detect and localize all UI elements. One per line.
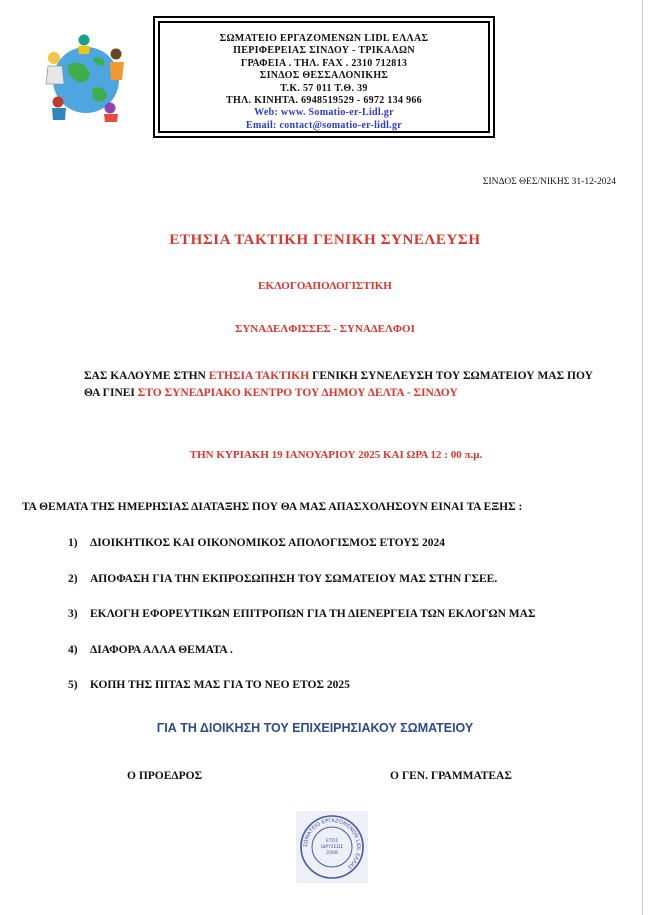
agenda-item: [68, 644, 535, 680]
meeting-datetime: ΤΗΝ ΚΥΡΙΑΚΗ 19 ΙΑΝΟΥΑΡΙΟΥ 2025 ΚΑΙ ΩΡΑ 12 : 00 π.μ.: [189, 449, 483, 461]
invitation-highlight-2: ΣΤΟ ΣΥΝΕΔΡΙΑΚΟ ΚΕΝΤΡΟ ΤΟΥ ΔΗΜΟΥ ΔΕΛΤΑ - ΣΙΝΔΟΥ: [137, 387, 458, 399]
header-box: [153, 16, 495, 138]
stamp-ring-text: ΣΩΜΑΤΕΙΟ ΕΡΓΑΖΟΜΕΝΩΝ LIDL ΕΛΛΑΣ: [302, 817, 362, 871]
agenda-item-number: 1): [68, 537, 78, 549]
office-phone-fax: ΓΡΑΦΕΙΑ . ΤΗΛ. FAX . 2310 712813: [240, 57, 408, 69]
union-region: ΠΕΡΙΦΕΡΕΙΑΣ ΣΙΝΔΟΥ - ΤΡΙΚΑΛΩΝ: [233, 45, 415, 57]
agenda-item-text: ΔΙΟΙΚΗΤΙΚΟΣ ΚΑΙ ΟΙΚΟΝΟΜΙΚΟΣ ΑΠΟΛΟΓΙΣΜΟΣ ΕΤΟΥΣ 2024: [90, 537, 445, 549]
website-link[interactable]: Web: www. Somatio-er-Lidl.gr: [254, 107, 394, 119]
greeting: ΣΥΝΑΔΕΛΦΙΣΣΕΣ - ΣΥΝΑΔΕΛΦΟΙ: [235, 323, 415, 335]
agenda-item-text: ΕΚΛΟΓΗ ΕΦΟΡΕΥΤΙΚΩΝ ΕΠΙΤΡΟΠΩΝ ΓΙΑ ΤΗ ΔΙΕΝΕΡΓΕΙΑ ΤΩΝ ΕΚΛΟΓΩΝ ΜΑΣ: [90, 608, 536, 620]
email-link[interactable]: Email: contact@somatio-er-lidl.gr: [245, 119, 403, 131]
agenda-item-number: 2): [68, 572, 78, 585]
board-signoff: ΓΙΑ ΤΗ ΔΙΟΙΚΗΣΗ ΤΟΥ ΕΠΙΧΕΙΡΗΣΙΑΚΟΥ ΣΩΜΑΤΕΙΟΥ: [156, 721, 474, 735]
stamp-center-line-2: ΙΔΡΥΣΕΩΣ: [320, 845, 344, 850]
city-line: ΣΙΝΔΟΣ ΘΕΣΣΑΛΟΝΙΚΗΣ: [259, 70, 389, 82]
agenda-item-number: 3): [68, 608, 78, 620]
agenda-item: [68, 537, 535, 573]
date-line: ΣΙΝΔΟΣ ΘΕΣ/ΝΙΚΗΣ 31-12-2024: [482, 177, 616, 187]
union-contact-block: [158, 21, 490, 133]
globe-children-logo: [38, 30, 130, 122]
invitation-text-2: ΓΕΝΙΚΗ ΣΥΝΕΛΕΥΣΗ ΤΟΥ ΣΩΜΑΤΕΙΟΥ ΜΑΣ ΠΟΥ ΘΑ ΓΙΝΕΙ: [84, 370, 593, 399]
invitation-paragraph: [84, 368, 594, 402]
agenda-item-text: ΑΠΟΦΑΣΗ ΓΙΑ ΤΗΝ ΕΚΠΡΟΣΩΠΗΣΗ ΤΟΥ ΣΩΜΑΤΕΙΟΥ ΜΑΣ ΣΤΗΝ ΓΣΕΕ.: [90, 572, 498, 585]
document-title: ΕΤΗΣΙΑ ΤΑΚΤΙΚΗ ΓΕΝΙΚΗ ΣΥΝΕΛΕΥΣΗ: [169, 232, 481, 248]
invitation-highlight-1: ΕΤΗΣΙΑ ΤΑΚΤΙΚΗ: [208, 370, 310, 382]
president-signature: Ο ΠΡΟΕΔΡΟΣ: [127, 770, 203, 782]
mobile-phones: ΤΗΛ. ΚΙΝΗΤΑ. 6948519529 - 6972 134 966: [226, 95, 422, 107]
invitation-text-1: ΣΑΣ ΚΑΛΟΥΜΕ ΣΤΗΝ: [84, 370, 209, 382]
agenda-item-number: 4): [68, 643, 78, 656]
stamp-center-line-3: 2008: [326, 851, 338, 856]
agenda-item: [68, 608, 535, 644]
union-name: ΣΩΜΑΤΕΙΟ ΕΡΓΑΖΟΜΕΝΩΝ LIDL ΕΛΛΑΣ: [219, 33, 429, 44]
agenda-heading: ΤΑ ΘΕΜΑΤΑ ΤΗΣ ΗΜΕΡΗΣΙΑΣ ΔΙΑΤΑΞΗΣ ΠΟΥ ΘΑ ΜΑΣ ΑΠΑΣΧΟΛΗΣΟΥΝ ΕΙΝΑΙ ΤΑ ΕΞΗΣ :: [22, 501, 523, 513]
agenda-item-number: 5): [68, 679, 78, 691]
secretary-signature: Ο ΓΕΝ. ΓΡΑΜΜΑΤΕΑΣ: [390, 770, 512, 782]
agenda-item: [68, 679, 535, 715]
union-stamp: [296, 811, 368, 883]
stamp-center-line-1: ΕΤΟΣ: [325, 839, 339, 844]
agenda-list: [68, 537, 535, 715]
agenda-item-text: ΚΟΠΗ ΤΗΣ ΠΙΤΑΣ ΜΑΣ ΓΙΑ ΤΟ ΝΕΟ ΕΤΟΣ 2025: [90, 679, 350, 691]
document-subtitle: ΕΚΛΟΓΟΑΠΟΛΟΓΙΣΤΙΚΗ: [258, 280, 392, 292]
agenda-item-text: ΔΙΑΦΟΡΑ ΑΛΛΑ ΘΕΜΑΤΑ .: [90, 643, 233, 656]
postal-line: Τ.Κ. 57 011 Τ.Θ. 39: [280, 82, 368, 94]
agenda-item: [68, 573, 535, 609]
